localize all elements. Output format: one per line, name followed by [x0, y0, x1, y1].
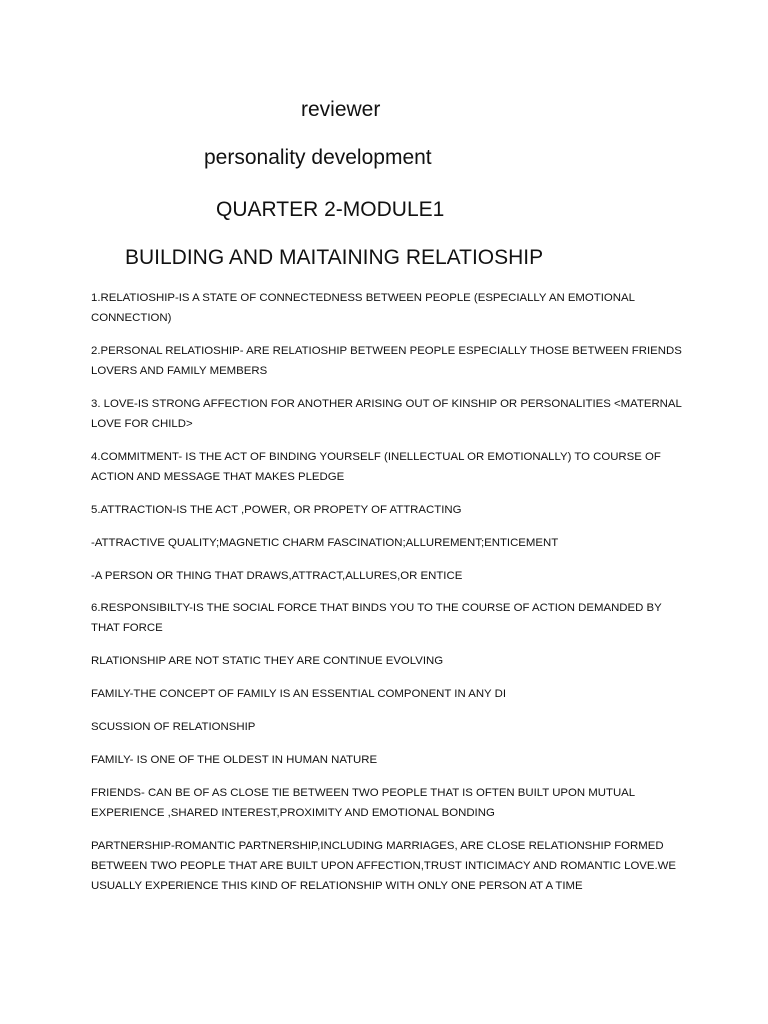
paragraph-line: EXPERIENCE ,SHARED INTEREST,PROXIMITY AND EMOTIONAL BONDING [91, 807, 495, 819]
document-title-reviewer: reviewer [301, 98, 381, 121]
paragraph-line: SCUSSION OF RELATIONSHIP [91, 721, 256, 733]
paragraph-line: THAT FORCE [91, 622, 163, 634]
paragraph-line: -ATTRACTIVE QUALITY;MAGNETIC CHARM FASCINATION;ALLUREMENT;ENTICEMENT [91, 537, 559, 549]
document-section-heading: BUILDING AND MAITAINING RELATIOSHIP [125, 246, 544, 269]
paragraph-line: 5.ATTRACTION-IS THE ACT ,POWER, OR PROPETY OF ATTRACTING [91, 504, 462, 516]
paragraph-relationship-evolving [91, 651, 681, 671]
paragraph-attractive-quality [91, 533, 681, 553]
paragraph-line: BETWEEN TWO PEOPLE THAT ARE BUILT UPON AFFECTION,TRUST INTICIMACY AND ROMANTIC LOVE.WE [91, 860, 677, 872]
paragraph-line: -A PERSON OR THING THAT DRAWS,ATTRACT,ALLURES,OR ENTICE [91, 570, 463, 582]
paragraph-line: LOVE FOR CHILD> [91, 418, 193, 430]
paragraph-personal-relationship [91, 341, 681, 381]
paragraph-line: FAMILY-THE CONCEPT OF FAMILY IS AN ESSENTIAL COMPONENT IN ANY DI [91, 688, 507, 700]
paragraph-family-oldest [91, 750, 681, 770]
document-quarter-module: QUARTER 2-MODULE1 [216, 198, 445, 221]
paragraph-line: 2.PERSONAL RELATIOSHIP- ARE RELATIOSHIP BETWEEN PEOPLE ESPECIALLY THOSE BETWEEN FRIENDS [91, 345, 682, 357]
paragraph-line: ACTION AND MESSAGE THAT MAKES PLEDGE [91, 471, 345, 483]
paragraph-line: 1.RELATIOSHIP-IS A STATE OF CONNECTEDNESS BETWEEN PEOPLE (ESPECIALLY AN EMOTIONAL [91, 292, 635, 304]
paragraph-love [91, 394, 681, 434]
paragraph-line: 6.RESPONSIBILTY-IS THE SOCIAL FORCE THAT BINDS YOU TO THE COURSE OF ACTION DEMANDED BY [91, 602, 662, 614]
paragraph-friends [91, 783, 681, 823]
document-subject-title: personality development [204, 146, 432, 169]
paragraph-line: LOVERS AND FAMILY MEMBERS [91, 365, 268, 377]
paragraph-attraction [91, 500, 681, 520]
paragraph-line: FRIENDS- CAN BE OF AS CLOSE TIE BETWEEN TWO PEOPLE THAT IS OFTEN BUILT UPON MUTUAL [91, 787, 636, 799]
paragraph-line: FAMILY- IS ONE OF THE OLDEST IN HUMAN NATURE [91, 754, 378, 766]
paragraph-partnership [91, 836, 681, 896]
paragraph-line: 3. LOVE-IS STRONG AFFECTION FOR ANOTHER ARISING OUT OF KINSHIP OR PERSONALITIES <MATERNAL [91, 398, 682, 410]
paragraph-line: RLATIONSHIP ARE NOT STATIC THEY ARE CONTINUE EVOLVING [91, 655, 444, 667]
paragraph-line: PARTNERSHIP-ROMANTIC PARTNERSHIP,INCLUDING MARRIAGES, ARE CLOSE RELATIONSHIP FORMED [91, 840, 664, 852]
paragraph-line: 4.COMMITMENT- IS THE ACT OF BINDING YOURSELF (INELLECTUAL OR EMOTIONALLY) TO COURSE OF [91, 451, 661, 463]
paragraph-relationship [91, 288, 681, 328]
paragraph-family-concept [91, 684, 681, 704]
paragraph-line: USUALLY EXPERIENCE THIS KIND OF RELATIONSHIP WITH ONLY ONE PERSON AT A TIME [91, 880, 583, 892]
paragraph-commitment [91, 447, 681, 487]
paragraph-person-or-thing [91, 566, 681, 586]
paragraph-line: CONNECTION) [91, 312, 172, 324]
paragraph-responsibility [91, 598, 681, 638]
paragraph-discussion [91, 717, 681, 737]
